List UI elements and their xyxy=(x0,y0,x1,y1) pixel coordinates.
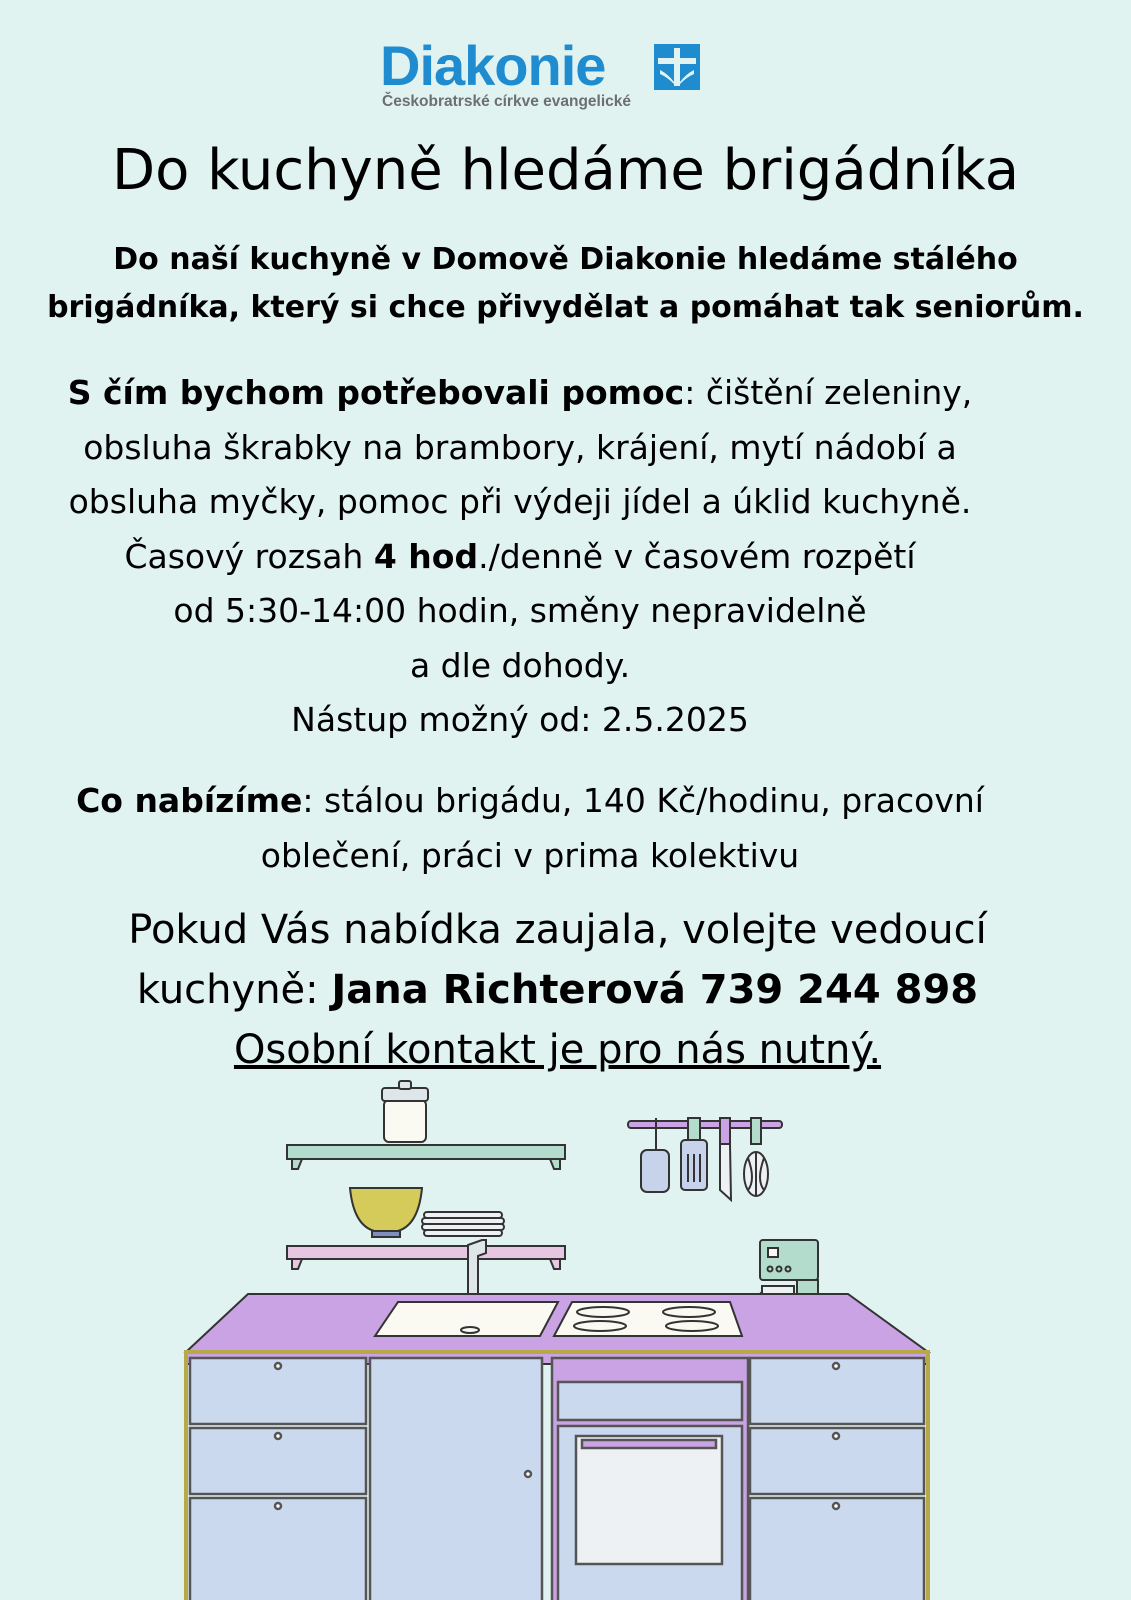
help-line-5: od 5:30-14:00 hodin, směny nepravidelně xyxy=(173,591,867,630)
cabinet-base xyxy=(186,1352,928,1600)
help-line-1 xyxy=(20,366,1020,421)
logo-cross-icon xyxy=(654,44,700,90)
offer-section xyxy=(30,774,1030,883)
hours-pre: Časový rozsah xyxy=(124,536,374,576)
help-line-4 xyxy=(20,530,1020,585)
help-line-2: obsluha škrabky na brambory, krájení, mytí nádobí a xyxy=(83,427,957,467)
bottom-shelf xyxy=(287,1246,565,1269)
contact-note: Osobní kontakt je pro nás nutný. xyxy=(233,1027,882,1073)
plates-icon xyxy=(422,1212,504,1236)
contact-section xyxy=(20,900,1095,1080)
help-line-3: obsluha myčky, pomoc při výdeji jídel a úklid kuchyně. xyxy=(68,482,972,521)
utensil-rack-icon xyxy=(628,1118,782,1200)
diakonie-logo xyxy=(380,34,720,113)
contact-line-1: Pokud Vás nabídka zaujala, volejte vedoucí xyxy=(128,907,987,953)
start-date: Nástup možný od: 2.5.2025 xyxy=(291,700,749,739)
intro-line-2: brigádníka, který si chce přivydělat a pomáhat tak seniorům. xyxy=(47,290,1084,325)
logo-wordmark: Diakonie xyxy=(380,34,606,97)
contact-prefix: kuchyně: xyxy=(136,967,332,1013)
help-label: S čím bychom potřebovali pomoc xyxy=(67,373,685,412)
jar-icon xyxy=(382,1081,428,1142)
top-shelf xyxy=(287,1145,565,1169)
help-line-6: a dle dohody. xyxy=(409,645,631,685)
help-line-1-rest: : čištění zeleniny, xyxy=(684,373,973,412)
offer-line-1 xyxy=(30,774,1030,829)
contact-person-phone: Jana Richterová 739 244 898 xyxy=(331,967,979,1013)
offer-label: Co nabízíme xyxy=(76,781,303,820)
hours-post: ./denně v časovém rozpětí xyxy=(478,536,916,576)
bowl-icon xyxy=(350,1188,422,1237)
logo-subtitle: Českobratrské církve evangelické xyxy=(382,93,632,110)
offer-line-2: oblečení, práci v prima kolektivu xyxy=(260,835,800,875)
contact-line-2 xyxy=(20,960,1095,1020)
stovetop-icon xyxy=(554,1302,742,1336)
sink-icon xyxy=(375,1302,558,1336)
intro-text xyxy=(0,236,1131,332)
intro-line-1: Do naší kuchyně v Domově Diakonie hledáme stálého xyxy=(113,242,1018,277)
offer-line-1-rest: : stálou brigádu, 140 Kč/hodinu, pracovní xyxy=(302,781,984,820)
kitchen-illustration xyxy=(0,1080,1131,1600)
page-title: Do kuchyně hledáme brigádníka xyxy=(111,138,1020,203)
help-section xyxy=(20,366,1020,748)
hours-value: 4 hod xyxy=(373,536,479,576)
